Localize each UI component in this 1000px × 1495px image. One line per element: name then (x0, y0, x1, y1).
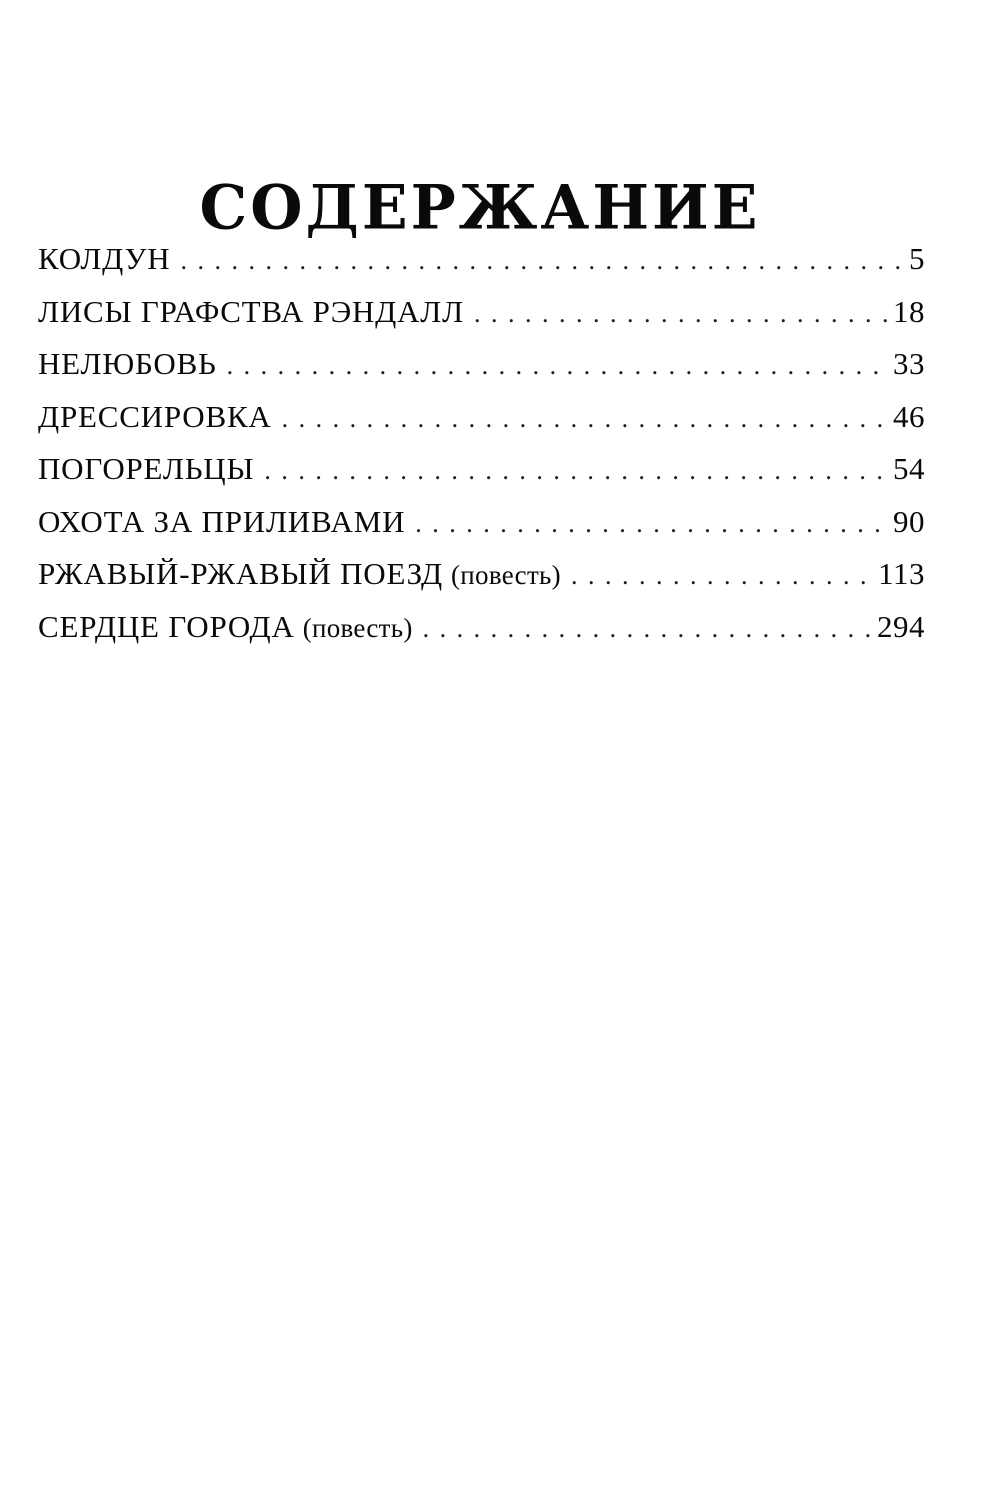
toc-entry-note: (повесть) (450, 560, 561, 590)
dot-leader (415, 511, 889, 537)
toc-entry (38, 503, 925, 559)
toc-page-number: 90 (893, 503, 925, 539)
toc-entry-title: ЛИСЫ ГРАФСТВА РЭНДАЛЛ (38, 293, 464, 329)
dot-leader (423, 616, 873, 642)
toc-entry (38, 243, 925, 296)
dot-leader (227, 353, 889, 379)
toc-entry (38, 293, 925, 349)
toc-page-number: 46 (893, 398, 925, 434)
toc-entry (38, 398, 925, 454)
page-title: СОДЕРЖАНИЕ (199, 172, 761, 244)
toc-entry (38, 348, 925, 401)
dot-leader (571, 563, 874, 589)
dot-leader (282, 406, 889, 432)
toc-page-number: 54 (893, 451, 925, 486)
dot-leader (180, 248, 905, 274)
toc-page-number: 33 (893, 346, 925, 381)
toc-entry-title: ПОГОРЕЛЬЦЫ (38, 451, 255, 486)
toc-entry (38, 608, 925, 664)
dot-leader (264, 458, 889, 484)
toc-entry (38, 558, 925, 611)
toc-entry-note: (повесть) (302, 612, 413, 643)
toc-entry (38, 453, 925, 506)
toc-page-number: 5 (909, 241, 925, 276)
toc-entry-title: КОЛДУН (38, 241, 171, 276)
toc-entry-title: НЕЛЮБОВЬ (38, 346, 217, 381)
table-of-contents (38, 243, 925, 663)
toc-entry-title: ОХОТА ЗА ПРИЛИВАМИ (38, 503, 406, 539)
dot-leader (474, 301, 889, 327)
toc-entry-title: ДРЕССИРОВКА (38, 398, 272, 434)
toc-page-number: 113 (878, 556, 925, 591)
toc-entry-title: РЖАВЫЙ-РЖАВЫЙ ПОЕЗД (38, 556, 443, 591)
toc-page-number: 18 (893, 293, 925, 329)
toc-page-number: 294 (877, 608, 925, 644)
toc-entry-title: СЕРДЦЕ ГОРОДА (38, 608, 295, 644)
